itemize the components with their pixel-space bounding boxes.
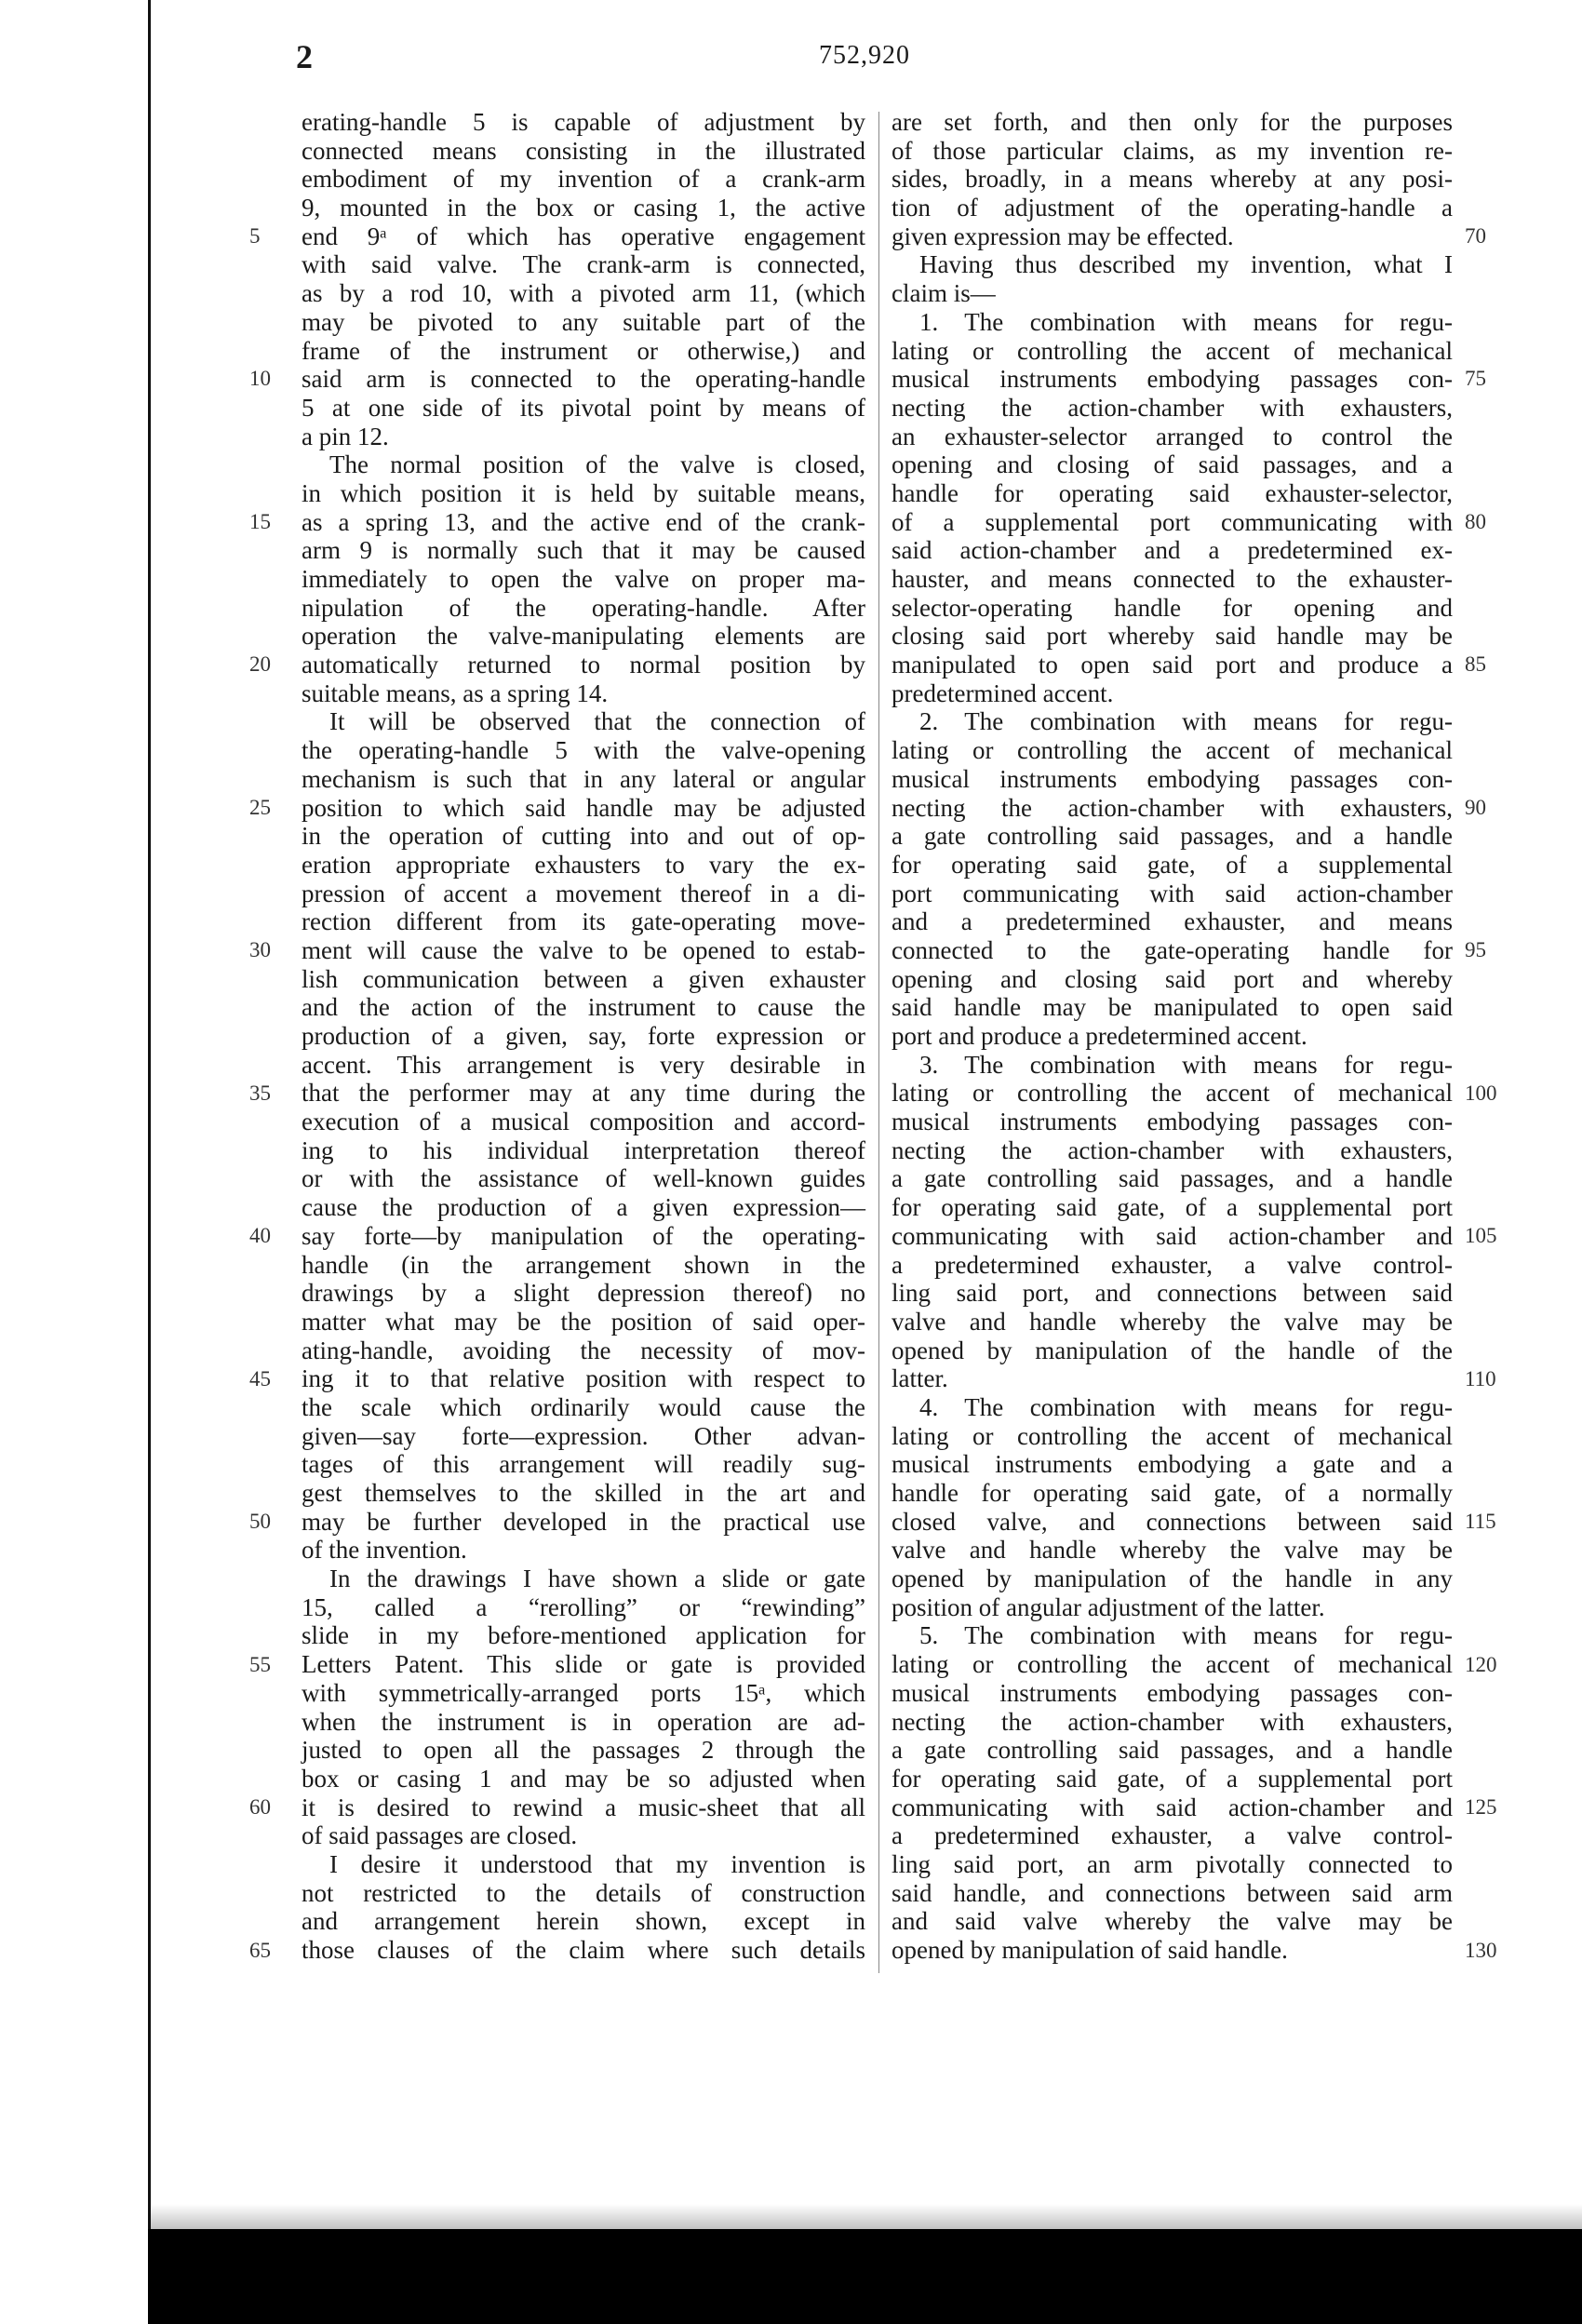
text-line: sides, broadly, in a means whereby at any posi- — [892, 165, 1453, 194]
text-line: closing said port whereby said handle may be — [892, 622, 1453, 651]
line-number: 70 — [1465, 223, 1486, 248]
text-line: handle for operating said exhauster-selector, — [892, 478, 1453, 507]
text-line: latter. — [892, 1364, 948, 1393]
text-line: handle (in the arrangement shown in the — [302, 1250, 865, 1279]
text-line: port communicating with said action-chamber — [892, 879, 1453, 907]
text-line: lish communication between a given exhauster — [302, 964, 865, 993]
text-line: said arm is connected to the operating-handle — [302, 365, 865, 394]
text-line: predetermined accent. — [892, 678, 1114, 707]
text-line: 15, called a “rerolling” or “rewinding” — [302, 1592, 865, 1621]
text-line: drawings by a slight depression thereof) no — [302, 1279, 865, 1308]
text-line: pression of accent a movement thereof in a di- — [302, 879, 865, 907]
text-line: necting the action-chamber with exhausters, — [892, 393, 1453, 422]
text-line: communicating with said action-chamber and — [892, 1221, 1453, 1250]
text-line: for operating said gate, of a supplemental — [892, 850, 1453, 879]
text-line: position of angular adjustment of the latter. — [892, 1592, 1325, 1621]
text-line: given expression may be effected. — [892, 222, 1234, 250]
text-line: it is desired to rewind a music-sheet that all — [302, 1793, 865, 1821]
text-line: frame of the instrument or otherwise,) and — [302, 336, 865, 365]
line-number: 65 — [249, 1938, 271, 1962]
text-line: rection different from its gate-operating move- — [302, 907, 865, 936]
text-line: It will be observed that the connection of — [329, 707, 865, 736]
text-line: with said valve. The crank-arm is connected, — [302, 250, 865, 279]
line-number: 25 — [249, 795, 271, 819]
text-line: manipulated to open said port and produce a — [892, 651, 1453, 679]
text-line: 1. The combination with means for regu- — [919, 307, 1453, 336]
text-line: valve and handle whereby the valve may be — [892, 1307, 1453, 1336]
text-line: the operating-handle 5 with the valve-opening — [302, 736, 865, 765]
text-line: handle for operating said gate, of a normally — [892, 1479, 1453, 1507]
scan-shadow — [148, 2204, 1582, 2230]
text-line: box or casing 1 and may be so adjusted when — [302, 1764, 865, 1793]
scan-bottom-border — [148, 2229, 1582, 2324]
text-line: musical instruments embodying passages con- — [892, 365, 1453, 394]
patent-number: 752,920 — [819, 41, 910, 70]
line-number: 55 — [249, 1652, 271, 1676]
text-line: may be pivoted to any suitable part of the — [302, 307, 865, 336]
text-line: communicating with said action-chamber and — [892, 1793, 1453, 1821]
page-number: 2 — [296, 38, 313, 75]
right-text-column — [892, 108, 1453, 1965]
text-line: matter what may be the position of said oper- — [302, 1307, 865, 1336]
text-line: of the invention. — [302, 1536, 467, 1565]
text-line: 9, mounted in the box or casing 1, the active — [302, 194, 865, 222]
text-line: may be further developed in the practical use — [302, 1507, 865, 1536]
text-line: necting the action-chamber with exhausters, — [892, 1707, 1453, 1736]
line-number: 125 — [1465, 1795, 1497, 1820]
column-divider — [878, 112, 879, 1973]
text-line: musical instruments embodying passages con- — [892, 764, 1453, 793]
text-line: of a supplemental port communicating with — [892, 507, 1453, 536]
text-line: 5. The combination with means for regu- — [919, 1621, 1453, 1650]
text-line: musical instruments embodying passages con- — [892, 1678, 1453, 1707]
text-line: said action-chamber and a predetermined ex- — [892, 536, 1453, 565]
text-line: connected to the gate-operating handle for — [892, 935, 1453, 964]
text-line: lating or controlling the accent of mechanical — [892, 1079, 1453, 1108]
text-line: ling said port, an arm pivotally connected to — [892, 1849, 1453, 1878]
text-line: and a predetermined exhauster, and means — [892, 907, 1453, 936]
text-line: not restricted to the details of construction — [302, 1878, 865, 1907]
left-text-column — [302, 108, 865, 1965]
text-line: and arrangement herein shown, except in — [302, 1907, 865, 1936]
text-line: ment will cause the valve to be opened to estab- — [302, 935, 865, 964]
line-number: 85 — [1465, 652, 1486, 677]
text-line: 5 at one side of its pivotal point by means of — [302, 393, 865, 422]
text-line: closed valve, and connections between said — [892, 1507, 1453, 1536]
text-line: justed to open all the passages 2 through the — [302, 1736, 865, 1765]
text-line: a gate controlling said passages, and a handle — [892, 822, 1453, 851]
text-line: as by a rod 10, with a pivoted arm 11, (which — [302, 279, 865, 308]
text-line: lating or controlling the accent of mechanical — [892, 1650, 1453, 1679]
text-line: or with the assistance of well-known guides — [302, 1164, 865, 1193]
text-line: a gate controlling said passages, and a handle — [892, 1736, 1453, 1765]
line-number: 5 — [249, 223, 261, 248]
text-line: automatically returned to normal position by — [302, 651, 865, 679]
text-line: the scale which ordinarily would cause the — [302, 1392, 865, 1421]
text-line: valve and handle whereby the valve may be — [892, 1536, 1453, 1565]
text-line: 4. The combination with means for regu- — [919, 1392, 1453, 1421]
text-line: a predetermined exhauster, a valve control- — [892, 1250, 1453, 1279]
text-line: in which position it is held by suitable means, — [302, 478, 865, 507]
text-line: embodiment of my invention of a crank-arm — [302, 165, 865, 194]
text-line: said handle may be manipulated to open said — [892, 993, 1453, 1022]
text-line: claim is— — [892, 279, 996, 308]
text-line: tion of adjustment of the operating-handle a — [892, 194, 1453, 222]
text-line: lating or controlling the accent of mechanical — [892, 1421, 1453, 1450]
text-line: necting the action-chamber with exhausters, — [892, 793, 1453, 822]
text-line: arm 9 is normally such that it may be caused — [302, 536, 865, 565]
text-line: for operating said gate, of a supplemental port — [892, 1193, 1453, 1222]
text-line: connected means consisting in the illustrated — [302, 136, 865, 165]
text-line: for operating said gate, of a supplemental port — [892, 1764, 1453, 1793]
text-line: 3. The combination with means for regu- — [919, 1050, 1453, 1079]
text-line: tages of this arrangement will readily sug- — [302, 1450, 865, 1479]
text-line: nipulation of the operating-handle. After — [302, 593, 865, 622]
text-line: Having thus described my invention, what I — [919, 250, 1453, 279]
text-line: when the instrument is in operation are ad- — [302, 1707, 865, 1736]
line-number: 115 — [1465, 1510, 1496, 1534]
line-number: 50 — [249, 1510, 271, 1534]
text-line: an exhauster-selector arranged to control the — [892, 422, 1453, 450]
text-line: in the operation of cutting into and out of op- — [302, 822, 865, 851]
text-line: a gate controlling said passages, and a handle — [892, 1164, 1453, 1193]
line-number: 80 — [1465, 509, 1486, 533]
line-number: 130 — [1465, 1938, 1497, 1962]
text-line: In the drawings I have shown a slide or gate — [329, 1565, 865, 1593]
text-line: suitable means, as a spring 14. — [302, 678, 609, 707]
text-line: ling said port, and connections between said — [892, 1279, 1453, 1308]
text-line: selector-operating handle for opening and — [892, 593, 1453, 622]
text-line: erating-handle 5 is capable of adjustment by — [302, 108, 865, 136]
line-number: 90 — [1465, 795, 1486, 819]
text-line: I desire it understood that my invention is — [329, 1849, 865, 1878]
text-line: necting the action-chamber with exhausters, — [892, 1135, 1453, 1164]
text-line: as a spring 13, and the active end of the crank- — [302, 507, 865, 536]
line-number: 15 — [249, 509, 271, 533]
text-line: ing it to that relative position with respect to — [302, 1364, 865, 1393]
text-line: are set forth, and then only for the purposes — [892, 108, 1453, 136]
line-number: 75 — [1465, 367, 1486, 391]
text-line: lating or controlling the accent of mechanical — [892, 336, 1453, 365]
text-line: said handle, and connections between said arm — [892, 1878, 1453, 1907]
page-left-edge — [148, 0, 151, 2229]
text-line: given—say forte—expression. Other advan- — [302, 1421, 865, 1450]
line-number: 95 — [1465, 938, 1486, 962]
text-line: cause the production of a given expression— — [302, 1193, 865, 1222]
text-line: ating-handle, avoiding the necessity of mov- — [302, 1336, 865, 1364]
text-line: execution of a musical composition and accord- — [302, 1108, 865, 1136]
text-line: opened by manipulation of the handle in any — [892, 1565, 1453, 1593]
text-line: with symmetrically-arranged ports 15ᵃ, which — [302, 1678, 865, 1707]
text-line: say forte—by manipulation of the operating- — [302, 1221, 865, 1250]
text-line: hauster, and means connected to the exhauster- — [892, 565, 1453, 593]
text-line: opening and closing of said passages, and a — [892, 450, 1453, 479]
text-line: musical instruments embodying a gate and a — [892, 1450, 1453, 1479]
text-line: and the action of the instrument to cause the — [302, 993, 865, 1022]
line-number: 45 — [249, 1366, 271, 1390]
line-number: 30 — [249, 938, 271, 962]
line-number: 10 — [249, 367, 271, 391]
line-number: 35 — [249, 1081, 271, 1105]
text-line: gest themselves to the skilled in the art and — [302, 1479, 865, 1507]
text-line: and said valve whereby the valve may be — [892, 1907, 1453, 1936]
text-line: 2. The combination with means for regu- — [919, 707, 1453, 736]
text-line: accent. This arrangement is very desirable in — [302, 1050, 865, 1079]
text-line: opening and closing said port and whereby — [892, 964, 1453, 993]
line-number: 40 — [249, 1224, 271, 1248]
text-line: of said passages are closed. — [302, 1821, 578, 1850]
text-line: opened by manipulation of the handle of the — [892, 1336, 1453, 1364]
text-line: end 9ᵃ of which has operative engagement — [302, 222, 865, 250]
line-number: 105 — [1465, 1224, 1497, 1248]
line-number: 120 — [1465, 1652, 1497, 1676]
line-number: 110 — [1465, 1366, 1496, 1390]
text-line: production of a given, say, forte expression or — [302, 1022, 865, 1050]
text-line: those clauses of the claim where such details — [302, 1936, 865, 1964]
text-line: operation the valve-manipulating elements are — [302, 622, 865, 651]
text-line: Letters Patent. This slide or gate is provided — [302, 1650, 865, 1679]
line-number: 60 — [249, 1795, 271, 1820]
text-line: immediately to open the valve on proper ma- — [302, 565, 865, 593]
text-line: lating or controlling the accent of mechanical — [892, 736, 1453, 765]
line-number: 100 — [1465, 1081, 1497, 1105]
text-line: ing to his individual interpretation thereof — [302, 1135, 865, 1164]
text-line: a predetermined exhauster, a valve control- — [892, 1821, 1453, 1850]
text-line: slide in my before-mentioned application for — [302, 1621, 865, 1650]
text-line: The normal position of the valve is closed, — [329, 450, 865, 479]
text-line: of those particular claims, as my invention re- — [892, 136, 1453, 165]
text-line: musical instruments embodying passages con- — [892, 1108, 1453, 1136]
line-number: 20 — [249, 652, 271, 677]
text-line: a pin 12. — [302, 422, 389, 450]
text-line: mechanism is such that in any lateral or angular — [302, 764, 865, 793]
text-line: that the performer may at any time during the — [302, 1079, 865, 1108]
text-line: port and produce a predetermined accent. — [892, 1022, 1307, 1050]
text-line: position to which said handle may be adjusted — [302, 793, 865, 822]
text-line: eration appropriate exhausters to vary the ex- — [302, 850, 865, 879]
text-line: opened by manipulation of said handle. — [892, 1936, 1288, 1964]
